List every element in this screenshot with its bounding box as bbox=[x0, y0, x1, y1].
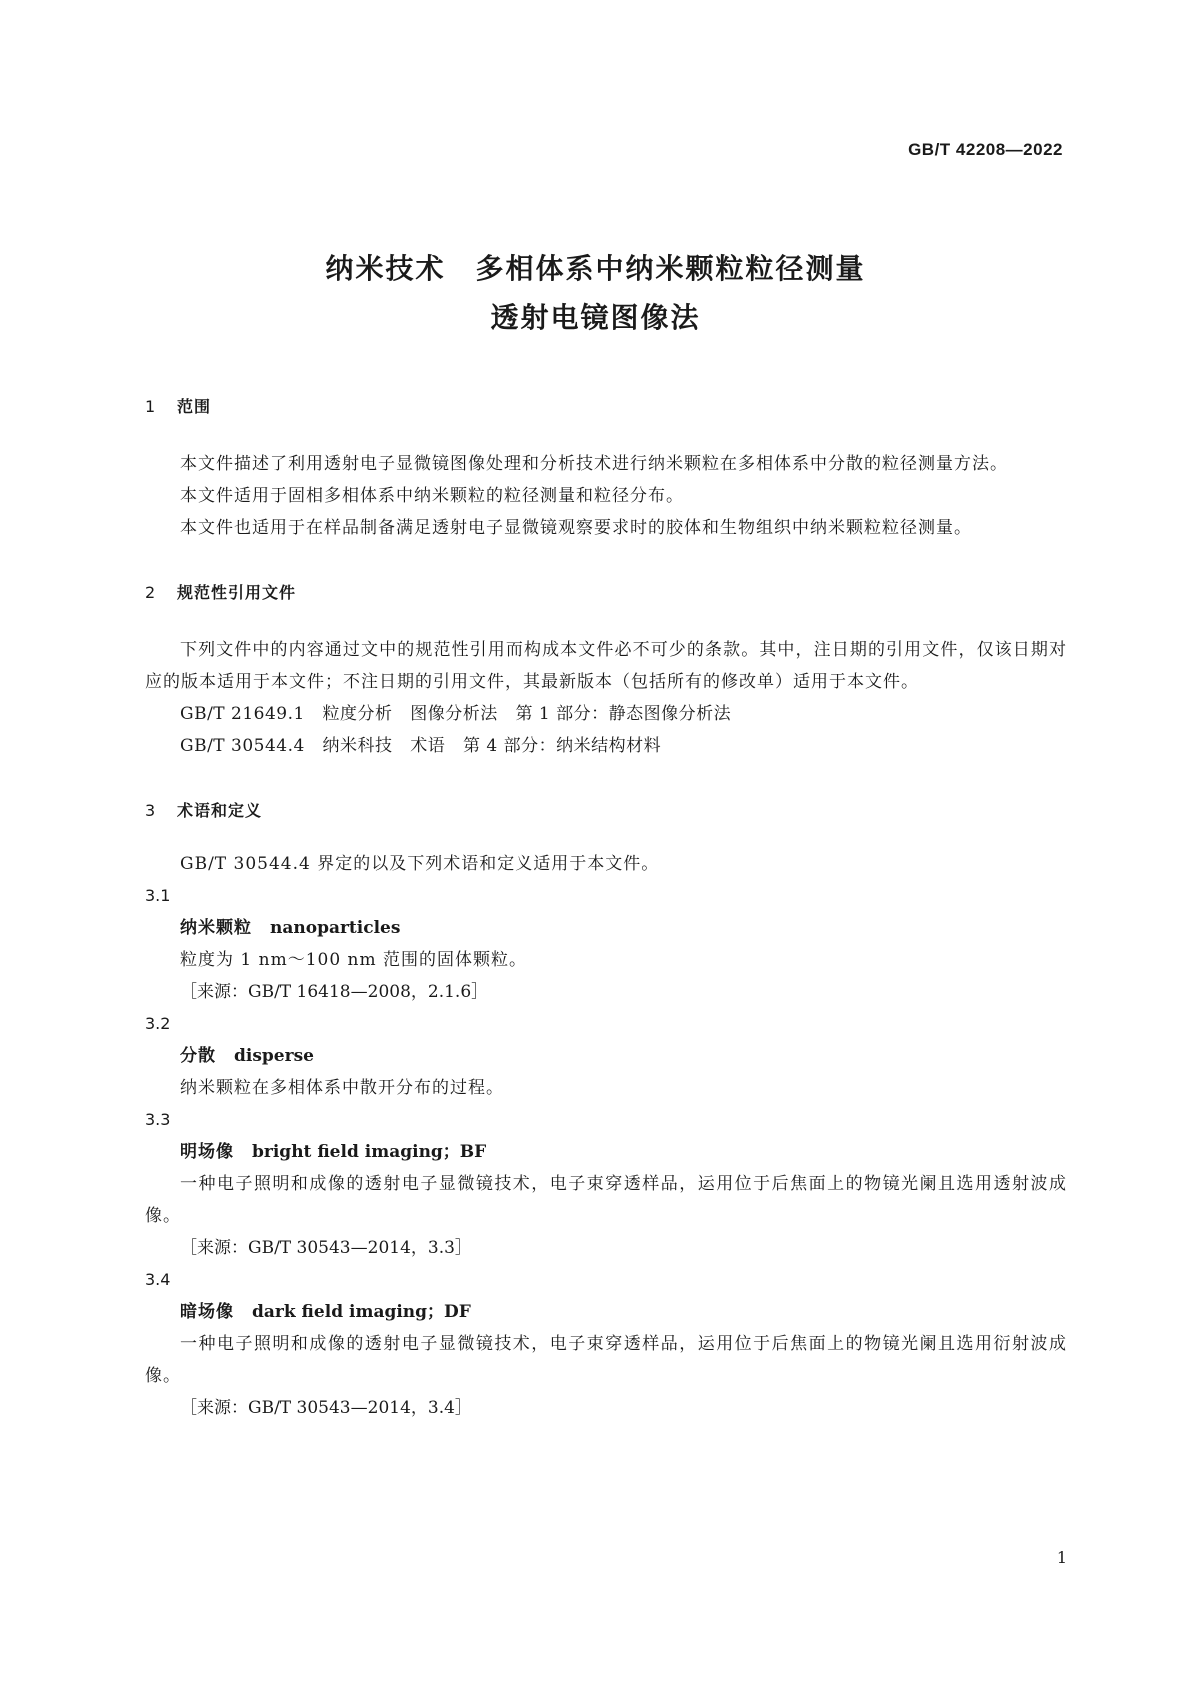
section-2-heading bbox=[145, 580, 1067, 606]
term-name-en: dark field imaging；DF bbox=[252, 1302, 471, 1322]
scope-paragraph: 本文件描述了利用透射电子显微镜图像处理和分析技术进行纳米颗粒在多相体系中分散的粒径测量方法。 bbox=[180, 454, 1008, 474]
term-definition: 粒度为 1 nm～100 nm 范围的固体颗粒。 bbox=[180, 950, 528, 970]
term-name-en: disperse bbox=[234, 1046, 314, 1066]
term-name-en: nanoparticles bbox=[270, 918, 401, 938]
title-line-1 bbox=[0, 244, 1191, 293]
term-number: 3.4 bbox=[145, 1270, 171, 1289]
document-body bbox=[145, 394, 1067, 1424]
scope-paragraph: 本文件也适用于在样品制备满足透射电子显微镜观察要求时的胶体和生物组织中纳米颗粒粒径测量。 bbox=[180, 518, 972, 538]
term-definition: 一种电子照明和成像的透射电子显微镜技术，电子束穿透样品，运用位于后焦面上的物镜光阑且选用衍射波成像。 bbox=[145, 1334, 1067, 1386]
terms-intro: GB/T 30544.4 界定的以及下列术语和定义适用于本文件。 bbox=[180, 854, 660, 874]
term-source: ［来源：GB/T 30543—2014，3.4］ bbox=[180, 1398, 472, 1418]
section-number: 1 bbox=[145, 397, 157, 416]
title-line-2: 透射电镜图像法 bbox=[490, 301, 701, 334]
title-part-1: 纳米技术 bbox=[325, 252, 446, 285]
section-1-heading bbox=[145, 394, 1067, 420]
term-definition: 纳米颗粒在多相体系中散开分布的过程。 bbox=[180, 1078, 504, 1098]
term-name bbox=[145, 1296, 1067, 1328]
document-code: GB/T 42208—2022 bbox=[908, 140, 1063, 159]
term-name-zh: 纳米颗粒 bbox=[180, 918, 252, 938]
document-title bbox=[0, 244, 1191, 342]
normative-reference: GB/T 21649.1 粒度分析 图像分析法 第 1 部分：静态图像分析法 bbox=[180, 704, 732, 724]
section-3-heading bbox=[145, 798, 1067, 824]
term-source: ［来源：GB/T 30543—2014，3.3］ bbox=[180, 1238, 472, 1258]
title-part-2: 多相体系中纳米颗粒粒径测量 bbox=[475, 252, 866, 285]
term-number: 3.2 bbox=[145, 1014, 171, 1033]
term-name-en: bright field imaging；BF bbox=[252, 1142, 487, 1162]
scope-paragraph: 本文件适用于固相多相体系中纳米颗粒的粒径测量和粒径分布。 bbox=[180, 486, 684, 506]
section-number: 2 bbox=[145, 583, 157, 602]
term-name-zh: 明场像 bbox=[180, 1142, 234, 1162]
page-number: 1 bbox=[1056, 1548, 1067, 1567]
term-number: 3.1 bbox=[145, 886, 171, 905]
section-title: 范围 bbox=[177, 397, 212, 416]
term-name bbox=[145, 1136, 1067, 1168]
section-number: 3 bbox=[145, 801, 157, 820]
term-name bbox=[145, 1040, 1067, 1072]
normative-intro: 下列文件中的内容通过文中的规范性引用而构成本文件必不可少的条款。其中，注日期的引用文件，仅该日期对应的版本适用于本文件；不注日期的引用文件，其最新版本（包括所有的修改单）适用于本文件。 bbox=[145, 640, 1067, 692]
term-name-zh: 分散 bbox=[180, 1046, 216, 1066]
term-name bbox=[145, 912, 1067, 944]
term-name-zh: 暗场像 bbox=[180, 1302, 234, 1322]
term-number: 3.3 bbox=[145, 1110, 171, 1129]
section-title: 术语和定义 bbox=[177, 801, 263, 820]
term-definition: 一种电子照明和成像的透射电子显微镜技术，电子束穿透样品，运用位于后焦面上的物镜光阑且选用透射波成像。 bbox=[145, 1174, 1067, 1226]
normative-reference: GB/T 30544.4 纳米科技 术语 第 4 部分：纳米结构材料 bbox=[180, 736, 662, 756]
section-title: 规范性引用文件 bbox=[177, 583, 297, 602]
term-source: ［来源：GB/T 16418—2008，2.1.6］ bbox=[180, 982, 489, 1002]
